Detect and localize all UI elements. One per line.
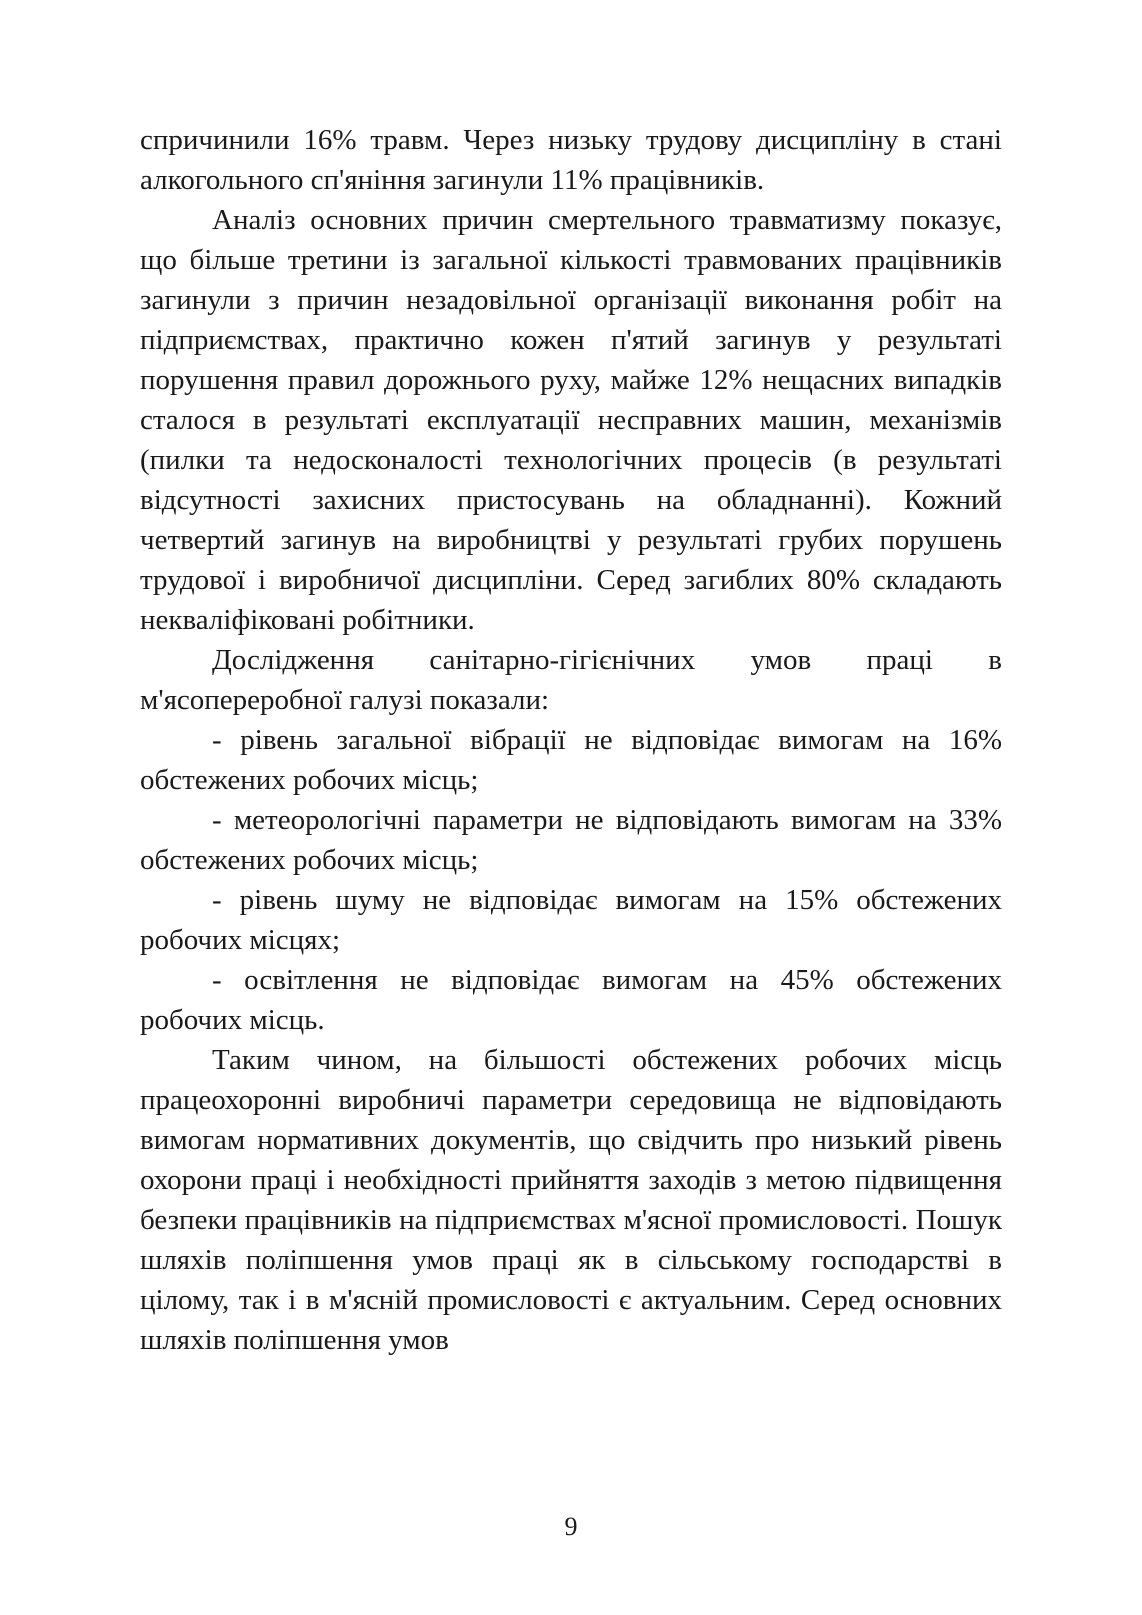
list-item-lighting: - освітлення не відповідає вимогам на 45% обстежених робочих місць. (140, 964, 1002, 1036)
body-text (140, 120, 1002, 1360)
page-number: 9 (564, 1512, 578, 1541)
list-item-noise: - рівень шуму не відповідає вимогам на 15% обстежених робочих місцях; (140, 884, 1002, 956)
list-item-vibration: - рівень загальної вібрації не відповідає вимогам на 16% обстежених робочих місць; (140, 724, 1002, 796)
paragraph-1: спричинили 16% травм. Через низьку трудову дисципліну в стані алкогольного сп'яніння загинули 11% працівників. (140, 124, 1002, 196)
paragraph-conclusion: Таким чином, на більшості обстежених робочих місць працеохоронні виробничі параметри середовища не відповідають вимогам нормативних документів, що свідчить про низький рівень охорони праці і необхідності прийняття заходів з метою підвищення безпеки працівників на підприємствах м'ясної промисловості. Пошук шляхів поліпшення умов праці як в сільському господарстві в цілому, так і в м'ясній промисловості є актуальним. Серед основних шляхів поліпшення умов (140, 1044, 1002, 1356)
paragraph-3: Дослідження санітарно-гігієнічних умов праці в м'ясопереробної галузі показали: (140, 644, 1002, 716)
paragraph-2: Аналіз основних причин смертельного травматизму показує, що більше третини із загальної кількості травмованих працівників загинули з причин незадовільної організації виконання робіт на підприємствах, практично кожен п'ятий загинув у результаті порушення правил дорожнього руху, майже 12% нещасних випадків сталося в результаті експлуатації несправних машин, механізмів (пилки та недосконалості технологічних процесів (в результаті відсутності захисних пристосувань на обладнанні). Кожний четвертий загинув на виробництві у результаті грубих порушень трудової і виробничої дисципліни. Серед загиблих 80% складають некваліфіковані робітники. (140, 204, 1002, 636)
list-item-meteorological: - метеорологічні параметри не відповідають вимогам на 33% обстежених робочих місць; (140, 804, 1002, 876)
